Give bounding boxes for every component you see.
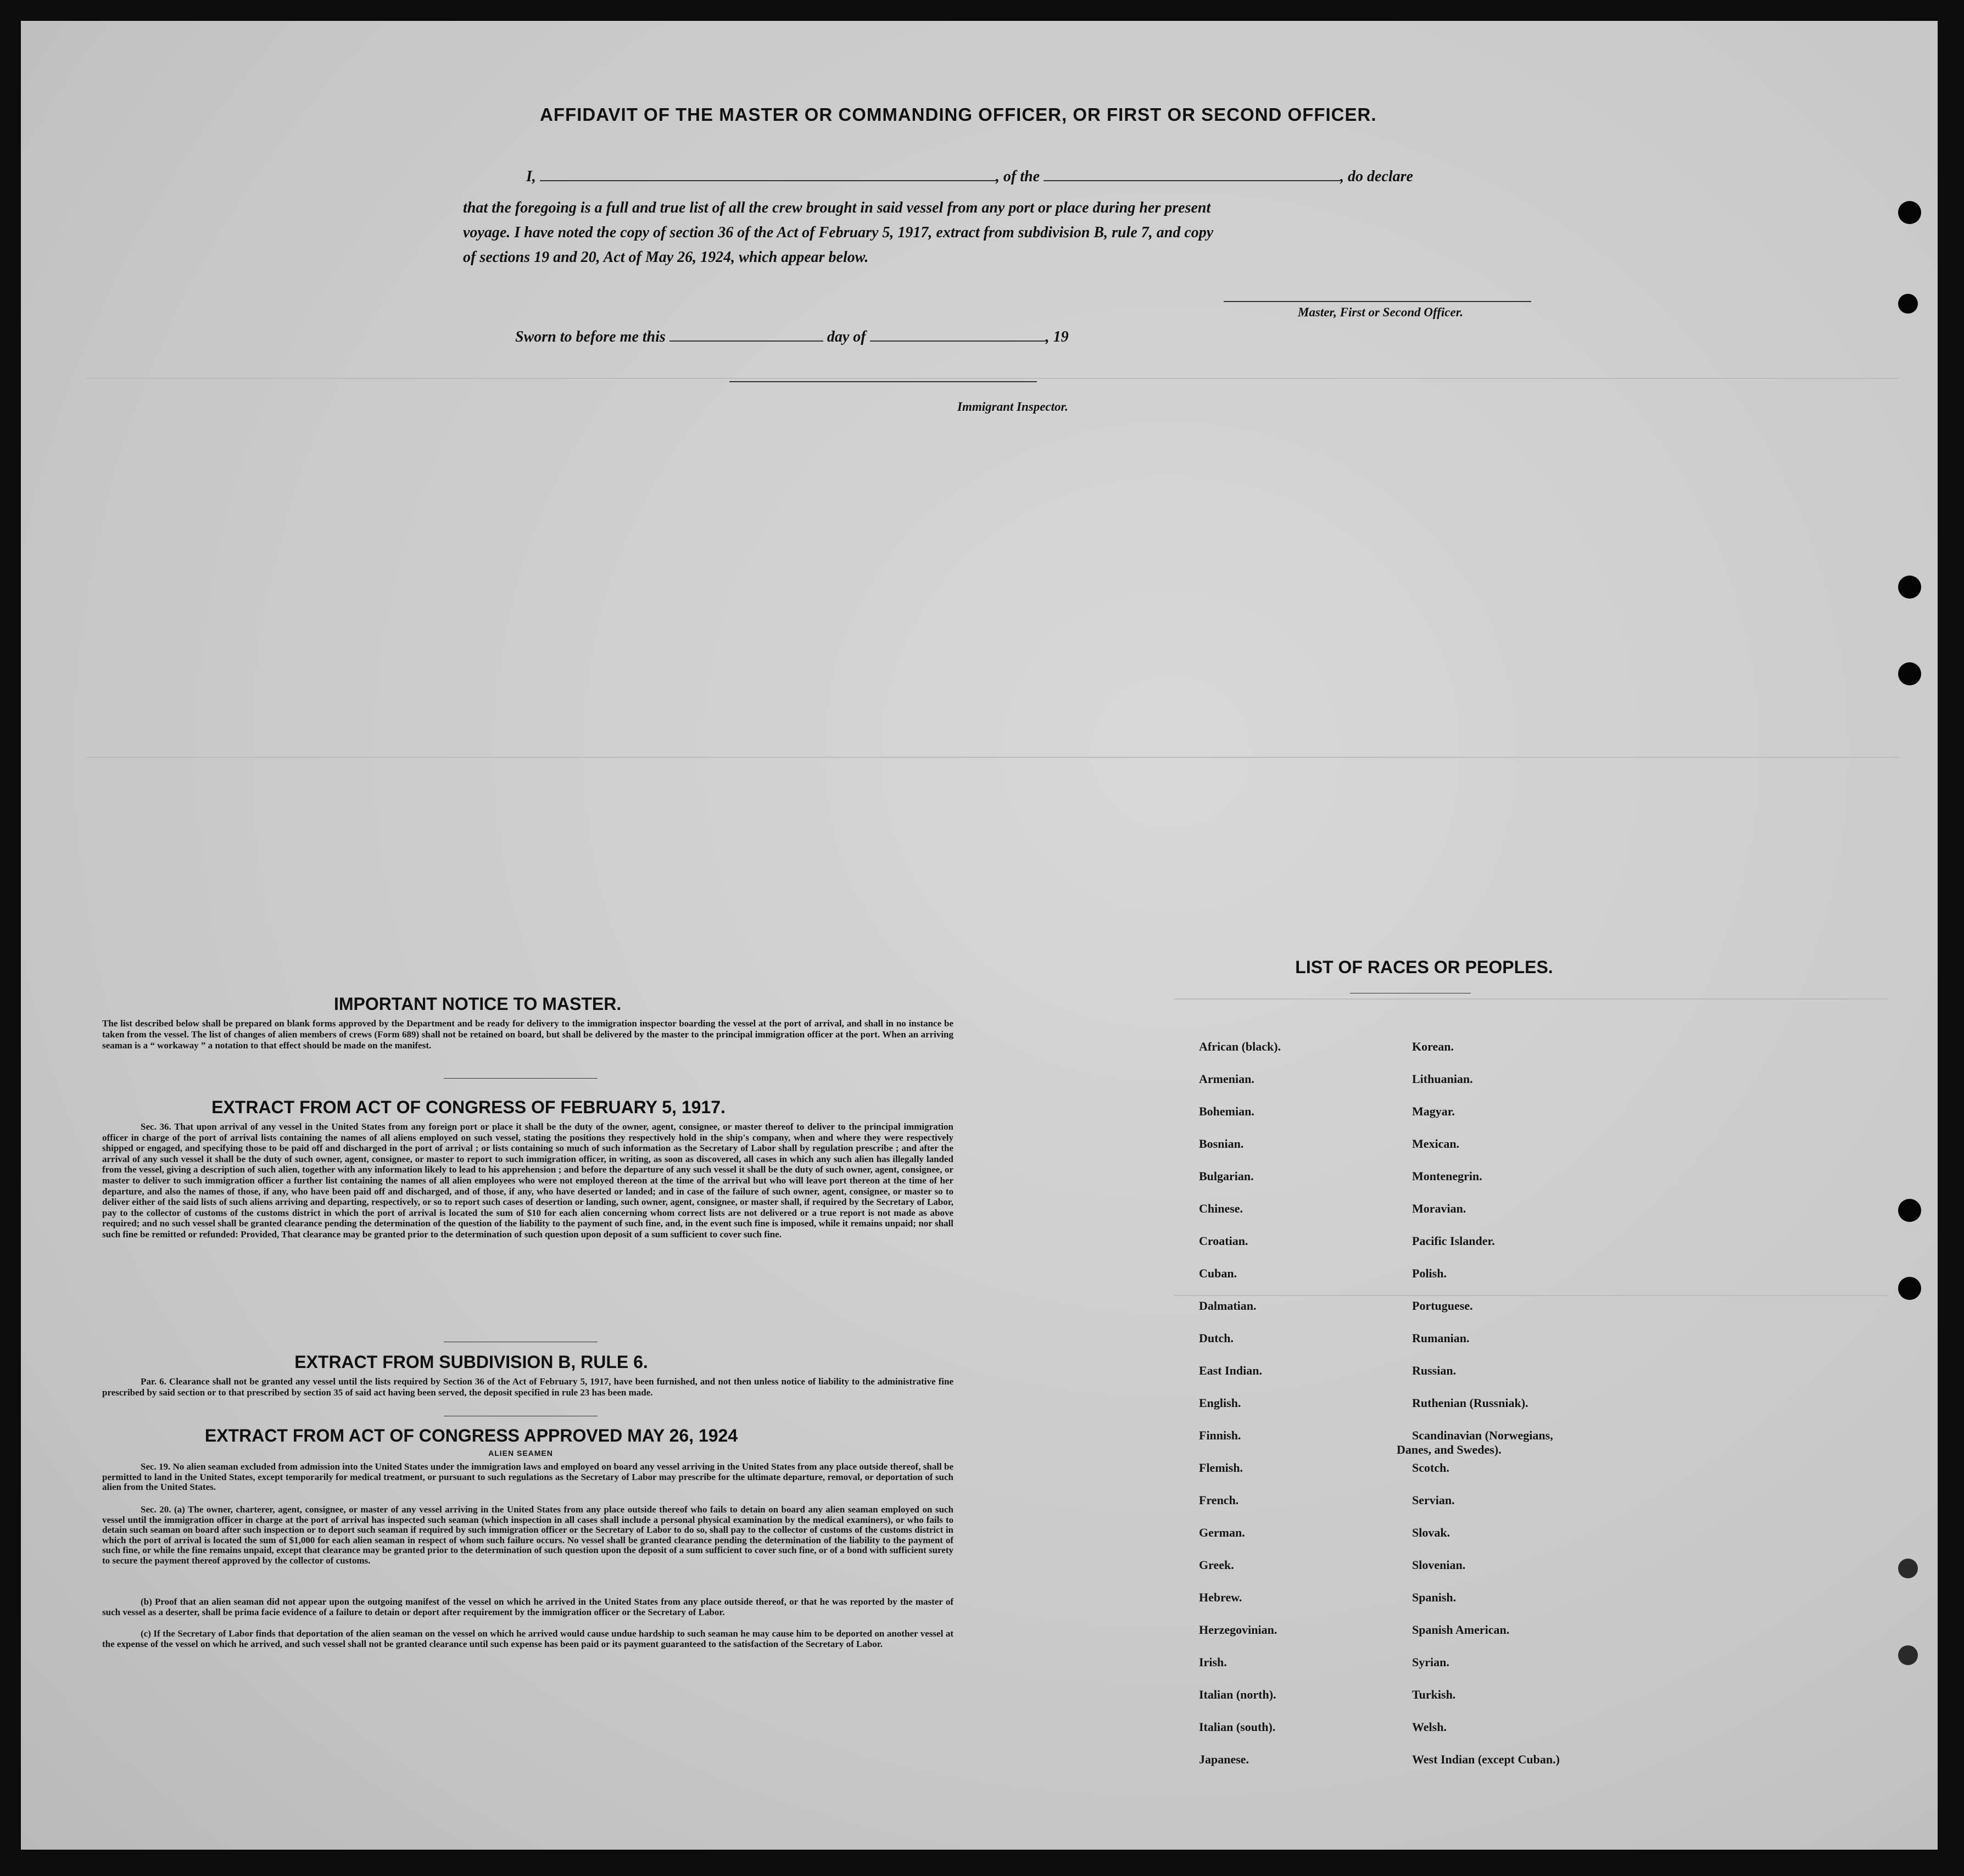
extract-rule6-body: Par. 6. Clearance shall not be granted any vessel until the lists required by Section 36 of the Act of February 5, 1917, have been furnished, and not then unless notice of liability to the administrative fine prescribed by said section or to that prescribed by section 35 of said act having been served, the deposit specified in rule 23 has been made. — [102, 1376, 953, 1398]
affidavit-title: AFFIDAVIT OF THE MASTER OR COMMANDING OFFICER, OR FIRST OR SECOND OFFICER. — [540, 104, 1377, 125]
bleed-rule — [87, 378, 1899, 379]
punch-hole — [1898, 1277, 1921, 1300]
race-item: Portuguese. — [1412, 1299, 1473, 1313]
race-item: Spanish American. — [1412, 1623, 1510, 1637]
do-declare-label: , do declare — [1340, 168, 1413, 185]
race-item: Danes, and Swedes). — [1397, 1443, 1502, 1456]
declaration-line-1: that the foregoing is a full and true list of all the crew brought in said vessel from any port or place during her present — [463, 199, 1211, 216]
punch-hole — [1898, 201, 1921, 224]
extract-1917-body: Sec. 36. That upon arrival of any vessel in the United States from any foreign port or place it shall be the duty of the owner, agent, consignee, or master thereof to deliver to the principal immigration officer in charge of the port of arrival lists containing the names of all aliens employed on such vessel, stating the positions they respectively hold in the ship's company, when and where they were respectively shipped or engaged, and specifying those to be paid off and discharged in the port of arrival ; or lists containing so much of such information as the Secretary of Labor shall by regulation prescribe ; and after the arrival of any such vessel it shall be the duty of such owner, agent, consignee, or master to report to such immigration officer, in writing, as soon as discovered, all cases in which any such alien has illegally landed from the vessel, giving a description of such alien, together with any information likely to lead to his apprehension ; and before the departure of any such vessel it shall be the duty of such owner, agent, consignee, or master to deliver to such immigration officer a further list containing the names of all alien employees who were not employed thereon at the time of the arrival but who will leave port thereon at the time of her departure, and also the names of those, if any, who have been paid off and discharged, and of those, if any, who have deserted or landed; and in case of the failure of such owner, agent, consignee, or master so to deliver either of the said lists of such aliens arriving and departing, respectively, or so to report such cases of desertion or landing, such owner, agent, consignee, or master shall, if required by the Secretary of Labor, pay to the collector of customs of the customs district in which the port of arrival is located the sum of $10 for each alien concerning whom correct lists are not delivered or a true report is not made as above required; and no such vessel shall be granted clearance pending the determination of the question of the liability to the payment of such fine, and, in the event such fine is imposed, while it remains unpaid; nor shall such fine be remitted or refunded: Provided, That clearance may be granted prior to the determination of such question upon deposit of a sum sufficient to cover such fine. — [102, 1121, 953, 1240]
document-page — [21, 21, 1938, 1850]
inspector-signature-line[interactable] — [729, 381, 1037, 382]
race-item: Rumanian. — [1412, 1331, 1470, 1345]
race-item: Italian (south). — [1199, 1720, 1276, 1734]
inspector-caption: Immigrant Inspector. — [957, 400, 1068, 414]
race-item: Spanish. — [1412, 1590, 1457, 1604]
race-item: African (black). — [1199, 1040, 1281, 1053]
sworn-day-field[interactable] — [669, 340, 823, 342]
race-item: Scotch. — [1412, 1461, 1449, 1475]
race-item: West Indian (except Cuban.) — [1412, 1752, 1560, 1766]
bleed-rule — [1174, 998, 1888, 1000]
notice-body: The list described below shall be prepared on blank forms approved by the Department and be ready for delivery to the immigration inspector boarding the vessel at the port of arrival, and shall in no instance be taken from the vessel. The list of changes of alien members of crews (Form 689) shall not be retained on board, but shall be delivered by the master to the principal immigration officer at the port. When an arriving seaman is a “ workaway ” a notation to that effect should be made on the manifest. — [102, 1018, 953, 1051]
sworn-label: Sworn to before me this — [515, 328, 666, 345]
extract-1924-sec20a: Sec. 20. (a) The owner, charterer, agent, consignee, or master of any vessel arriving in the United States from any place outside thereof who fails to detain on board any alien seaman employed on such vessel until the immigration officer in charge at the port of arrival has inspected such seaman (which inspection in all cases shall include a personal physical examination by the medical examiners), or who fails to detain such seaman on board after such inspection or to deport such seaman if required by such immigration officer or the Secretary of Labor to do so, shall pay to the collector of customs of the customs district in which the port of arrival is located the sum of $1,000 for each alien seaman in respect of whom such failure occurs. No vessel shall be granted clearance pending the determination of the liability to the payment of such fine, or while the fine remains unpaid, except that clearance may be granted prior to the determination of such question upon the deposit of a sum sufficient to cover such fine, or of a bond with sufficient surety to secure the payment thereof approved by the collector of customs. — [102, 1504, 953, 1566]
race-item: Greek. — [1199, 1558, 1234, 1572]
race-item: Pacific Islander. — [1412, 1234, 1495, 1248]
race-item: Ruthenian (Russniak). — [1412, 1396, 1528, 1410]
race-item: Polish. — [1412, 1266, 1447, 1280]
race-item: Bohemian. — [1199, 1104, 1254, 1118]
extract-1924-sec20b: (b) Proof that an alien seaman did not appear upon the outgoing manifest of the vessel on which he arrived in the United States from any place outside thereof, or that he was reported by the master of such vessel as a deserter, shall be prima facie evidence of a failure to detain or deport after requirement by the immigration officer or the Secretary of Labor. — [102, 1596, 953, 1617]
race-item: Syrian. — [1412, 1655, 1449, 1669]
extract-1924-sec19: Sec. 19. No alien seaman excluded from admission into the United States under the immigration laws and employed on board any vessel arriving in the United States from any place outside thereof, shall be permitted to land in the United States, except temporarily for medical treatment, or pursuant to such regulations as the Secretary of Labor may prescribe for the ultimate departure, removal, or deportation of such alien from the United States. — [102, 1461, 953, 1493]
punch-hole — [1898, 294, 1918, 314]
race-item: Hebrew. — [1199, 1590, 1242, 1604]
race-item: Scandinavian (Norwegians, — [1412, 1428, 1553, 1442]
race-item: Slovenian. — [1412, 1558, 1466, 1572]
race-item: Korean. — [1412, 1040, 1454, 1053]
punch-hole — [1898, 1199, 1921, 1222]
bleed-rule — [1174, 1295, 1888, 1296]
extract-1924-title: EXTRACT FROM ACT OF CONGRESS APPROVED MAY 26, 1924 — [204, 1426, 738, 1445]
race-item: Cuban. — [1199, 1266, 1237, 1280]
race-item: Dutch. — [1199, 1331, 1234, 1345]
race-item: Bulgarian. — [1199, 1169, 1254, 1183]
vessel-field[interactable] — [1044, 180, 1340, 181]
extract-1917-title: EXTRACT FROM ACT OF CONGRESS OF FEBRUARY 5, 1917. — [211, 1097, 726, 1117]
race-item: Dalmatian. — [1199, 1299, 1257, 1313]
race-item: Lithuanian. — [1412, 1072, 1473, 1086]
extract-1924-sec20c: (c) If the Secretary of Labor finds that deportation of the alien seaman on the vessel on which he arrived would cause undue hardship to such seaman he may cause him to be deported on another vessel at the expense of the vessel on which he arrived, and such vessel shall not be granted clearance until such expense has been paid or its payment guaranteed to the satisfaction of the Secretary of Labor. — [102, 1628, 953, 1649]
sworn-line — [515, 328, 1069, 346]
race-item: German. — [1199, 1526, 1245, 1539]
signature-caption: Master, First or Second Officer. — [1298, 305, 1464, 319]
race-item: Japanese. — [1199, 1752, 1249, 1766]
race-item: Montenegrin. — [1412, 1169, 1482, 1183]
bleed-rule — [87, 757, 1899, 758]
race-item: Chinese. — [1199, 1202, 1243, 1215]
race-item: Turkish. — [1412, 1688, 1456, 1701]
sworn-month-field[interactable] — [870, 340, 1046, 342]
declaration-line-3: of sections 19 and 20, Act of May 26, 1924, which appear below. — [463, 249, 869, 266]
race-item: Irish. — [1199, 1655, 1227, 1669]
race-item: Flemish. — [1199, 1461, 1243, 1475]
race-item: Finnish. — [1199, 1428, 1241, 1442]
race-item: East Indian. — [1199, 1364, 1262, 1377]
year-label: , 19 — [1045, 328, 1069, 345]
race-item: Croatian. — [1199, 1234, 1248, 1248]
name-field[interactable] — [540, 180, 996, 181]
declare-line — [526, 168, 1413, 186]
race-item: Russian. — [1412, 1364, 1457, 1377]
race-item: French. — [1199, 1493, 1239, 1507]
race-item: Armenian. — [1199, 1072, 1254, 1086]
punch-hole — [1898, 1559, 1918, 1578]
race-item: Italian (north). — [1199, 1688, 1276, 1701]
notice-title: IMPORTANT NOTICE TO MASTER. — [334, 994, 622, 1014]
race-item: Magyar. — [1412, 1104, 1455, 1118]
of-the-label: , of the — [995, 168, 1040, 185]
race-item: Moravian. — [1412, 1202, 1466, 1215]
race-item: English. — [1199, 1396, 1241, 1410]
race-item: Herzegovinian. — [1199, 1623, 1277, 1637]
separator — [444, 1078, 598, 1079]
race-item: Mexican. — [1412, 1137, 1460, 1151]
signature-line[interactable] — [1224, 301, 1531, 302]
declaration-line-2: voyage. I have noted the copy of section 36 of the Act of February 5, 1917, extract from subdivision B, rule 7, and copy — [463, 224, 1214, 241]
i-label: I, — [526, 168, 536, 185]
punch-hole — [1898, 576, 1921, 599]
punch-hole — [1898, 662, 1921, 685]
races-title: LIST OF RACES OR PEOPLES. — [1295, 957, 1553, 977]
race-item: Welsh. — [1412, 1720, 1447, 1734]
extract-1924-subtitle: ALIEN SEAMEN — [488, 1449, 553, 1458]
punch-hole — [1898, 1645, 1918, 1665]
race-item: Slovak. — [1412, 1526, 1450, 1539]
extract-rule6-title: EXTRACT FROM SUBDIVISION B, RULE 6. — [294, 1352, 648, 1372]
race-item: Bosnian. — [1199, 1137, 1244, 1151]
race-item: Servian. — [1412, 1493, 1455, 1507]
day-of-label: day of — [827, 328, 866, 345]
